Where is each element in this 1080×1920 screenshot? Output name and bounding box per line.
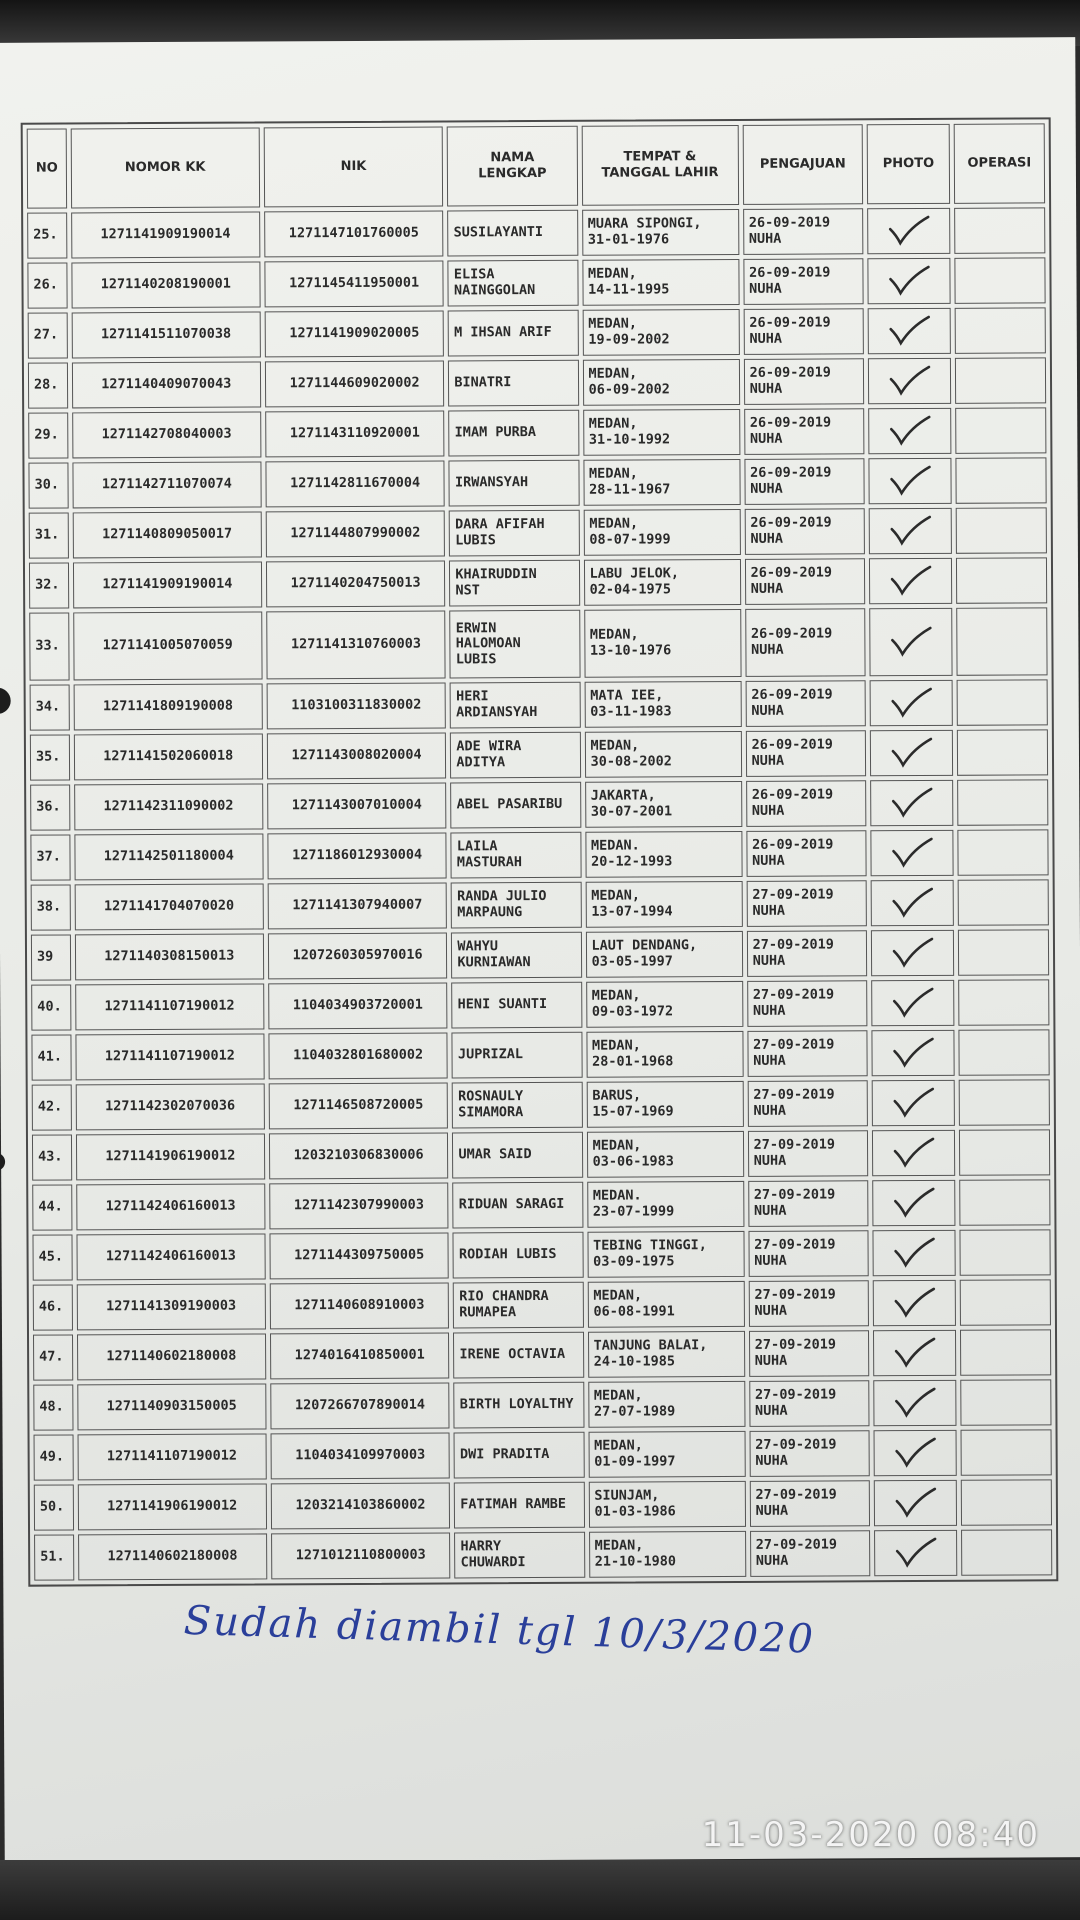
row-operasi [960, 1429, 1051, 1475]
row-operasi [961, 1529, 1052, 1575]
row-pengajuan: 26-09-2019 NUHA [744, 358, 865, 405]
row-ttl: MUARA SIPONGI, 31-01-1976 [582, 209, 739, 256]
table-row [28, 407, 1046, 458]
row-nomor-kk: 1271140308150013 [75, 933, 264, 980]
row-nomor-kk: 1271141107190012 [75, 1033, 264, 1080]
row-no: 41. [31, 1034, 71, 1080]
row-pengajuan: 27-09-2019 NUHA [749, 1380, 870, 1427]
row-ttl: MEDAN. 20-12-1993 [585, 831, 742, 878]
header-nomor-kk: NOMOR KK [70, 127, 259, 208]
table-row [33, 1379, 1051, 1430]
row-nik: 1271143008020004 [267, 732, 447, 779]
row-ttl: MEDAN, 30-08-2002 [584, 731, 741, 778]
row-no: 26. [27, 262, 67, 308]
row-no: 33. [29, 612, 69, 680]
row-photo-checkmark-icon [868, 358, 951, 404]
row-operasi [955, 357, 1046, 403]
row-photo-checkmark-icon [869, 608, 952, 676]
row-ttl: SIUNJAM, 01-03-1986 [588, 1481, 745, 1528]
row-ttl: MEDAN. 23-07-1999 [587, 1181, 744, 1228]
row-ttl: MEDAN, 08-07-1999 [583, 509, 740, 556]
row-nik: 1271144309750005 [269, 1232, 449, 1279]
header-photo: PHOTO [867, 124, 950, 204]
row-nama: ABEL PASARIBU [450, 782, 580, 829]
table-row [28, 457, 1046, 508]
row-no: 38. [31, 884, 71, 930]
row-no: 32. [29, 562, 69, 608]
row-operasi [958, 929, 1049, 975]
row-nomor-kk: 1271142708040003 [72, 411, 261, 458]
row-nik: 1271141307940007 [267, 882, 447, 929]
table-row [33, 1329, 1051, 1380]
row-operasi [958, 1029, 1049, 1075]
row-ttl: MEDAN, 28-11-1967 [583, 459, 740, 506]
row-no: 35. [30, 734, 70, 780]
row-photo-checkmark-icon [870, 780, 953, 826]
row-nomor-kk: 1271141909190014 [73, 561, 262, 608]
document-page [0, 37, 1080, 1863]
row-ttl: MEDAN, 28-01-1968 [586, 1031, 743, 1078]
row-nama: IRENE OCTAVIA [453, 1332, 583, 1379]
row-nik: 1274016410850001 [270, 1332, 450, 1379]
row-nama: RODIAH LUBIS [453, 1232, 583, 1279]
row-operasi [961, 1479, 1052, 1525]
row-photo-checkmark-icon [873, 1280, 956, 1326]
table-row [28, 307, 1046, 358]
table-row [30, 779, 1048, 830]
row-nama: JUPRIZAL [452, 1032, 582, 1079]
row-no: 31. [29, 512, 69, 558]
row-photo-checkmark-icon [871, 830, 954, 876]
row-no: 43. [32, 1134, 72, 1180]
row-pengajuan: 27-09-2019 NUHA [750, 1530, 871, 1577]
row-photo-checkmark-icon [872, 1030, 955, 1076]
row-nik: 1271144807990002 [265, 510, 445, 557]
row-nik: 1271141909020005 [264, 310, 444, 357]
row-ttl: MEDAN, 06-08-1991 [587, 1281, 744, 1328]
row-nama: FATIMAH RAMBE [454, 1482, 584, 1529]
row-pengajuan: 26-09-2019 NUHA [744, 458, 865, 505]
row-pengajuan: 26-09-2019 NUHA [745, 558, 866, 605]
row-photo-checkmark-icon [873, 1230, 956, 1276]
row-photo-checkmark-icon [872, 1080, 955, 1126]
row-operasi [959, 1179, 1050, 1225]
row-nik: 1271144609020002 [265, 360, 445, 407]
row-nomor-kk: 1271140903150005 [77, 1383, 266, 1430]
row-nik: 1103100311830002 [266, 682, 446, 729]
row-photo-checkmark-icon [871, 880, 954, 926]
row-nama: RANDA JULIO MARPAUNG [451, 882, 581, 929]
row-pengajuan: 27-09-2019 NUHA [748, 1180, 869, 1227]
row-nomor-kk: 1271141502060018 [74, 733, 263, 780]
row-pengajuan: 27-09-2019 NUHA [749, 1430, 870, 1477]
row-nomor-kk: 1271141107190012 [75, 983, 264, 1030]
row-no: 47. [33, 1334, 73, 1380]
row-nama: UMAR SAID [452, 1132, 582, 1179]
row-operasi [960, 1329, 1051, 1375]
row-nama: BINATRI [448, 360, 578, 407]
row-operasi [956, 507, 1047, 553]
header-no: NO [27, 128, 67, 208]
row-no: 46. [33, 1284, 73, 1330]
row-operasi [955, 407, 1046, 453]
row-no: 50. [34, 1484, 74, 1530]
row-nomor-kk: 1271141107190012 [77, 1433, 266, 1480]
row-pengajuan: 26-09-2019 NUHA [745, 680, 866, 727]
row-pengajuan: 26-09-2019 NUHA [746, 830, 867, 877]
row-no: 27. [28, 312, 68, 358]
row-pengajuan: 27-09-2019 NUHA [747, 1030, 868, 1077]
row-ttl: TEBING TINGGI, 03-09-1975 [587, 1231, 744, 1278]
table-row [30, 679, 1048, 730]
row-pengajuan: 26-09-2019 NUHA [744, 508, 865, 555]
table-row [29, 507, 1047, 558]
row-nama: HERI ARDIANSYAH [450, 682, 580, 729]
header-pengajuan: PENGAJUAN [742, 124, 863, 205]
row-photo-checkmark-icon [869, 458, 952, 504]
row-no: 51. [34, 1534, 74, 1580]
row-photo-checkmark-icon [868, 258, 951, 304]
row-nomor-kk: 1271140809050017 [72, 511, 261, 558]
table-body [27, 207, 1052, 1580]
row-photo-checkmark-icon [871, 930, 954, 976]
row-ttl: MEDAN, 06-09-2002 [582, 359, 739, 406]
row-pengajuan: 27-09-2019 NUHA [747, 1080, 868, 1127]
row-nama: IRWANSYAH [449, 460, 579, 507]
row-nik: 1203210306830006 [269, 1132, 449, 1179]
row-nomor-kk: 1271142406160013 [76, 1233, 265, 1280]
row-nama: M IHSAN ARIF [448, 310, 578, 357]
row-ttl: BARUS, 15-07-1969 [586, 1081, 743, 1128]
row-nama: HENI SUANTI [452, 982, 582, 1029]
table-row [28, 357, 1046, 408]
row-pengajuan: 27-09-2019 NUHA [746, 880, 867, 927]
row-ttl: MEDAN, 31-10-1992 [583, 409, 740, 456]
row-nik: 1271186012930004 [267, 832, 447, 879]
row-nomor-kk: 1271142302070036 [75, 1083, 264, 1130]
table-header-row [27, 123, 1045, 208]
row-photo-checkmark-icon [869, 558, 952, 604]
row-nama: ELISA NAINGGOLAN [448, 260, 578, 307]
punch-hole [0, 688, 11, 714]
row-nomor-kk: 1271141906190012 [78, 1483, 267, 1530]
row-ttl: TANJUNG BALAI, 24-10-1985 [588, 1331, 745, 1378]
table-row [32, 1129, 1050, 1180]
table-row [34, 1429, 1052, 1480]
row-nik: 1271145411950001 [264, 260, 444, 307]
header-nama-lengkap: NAMA LENGKAP [447, 126, 578, 207]
row-nik: 1271141310760003 [266, 610, 446, 679]
table-row [34, 1479, 1052, 1530]
row-no: 48. [33, 1384, 73, 1430]
row-no: 25. [27, 212, 67, 258]
row-no: 36. [30, 784, 70, 830]
row-photo-checkmark-icon [868, 408, 951, 454]
row-nik: 1271140204750013 [266, 560, 446, 607]
row-nomor-kk: 1271140409070043 [72, 361, 261, 408]
row-photo-checkmark-icon [868, 308, 951, 354]
row-pengajuan: 27-09-2019 NUHA [749, 1330, 870, 1377]
row-pengajuan: 26-09-2019 NUHA [743, 208, 864, 255]
data-table [21, 117, 1059, 1586]
row-operasi [954, 257, 1045, 303]
table-row [32, 1079, 1050, 1130]
row-nama: RIDUAN SARAGI [453, 1182, 583, 1229]
row-nomor-kk: 1271141906190012 [76, 1133, 265, 1180]
table-row [33, 1279, 1051, 1330]
row-nik: 1203214103860002 [271, 1482, 451, 1529]
row-no: 29. [28, 412, 68, 458]
table-row [29, 557, 1047, 608]
row-nomor-kk: 1271140208190001 [71, 261, 260, 308]
row-operasi [957, 779, 1048, 825]
row-photo-checkmark-icon [870, 730, 953, 776]
table-row [32, 1179, 1050, 1230]
row-nama: IMAM PURBA [449, 410, 579, 457]
row-pengajuan: 26-09-2019 NUHA [745, 730, 866, 777]
row-pengajuan: 27-09-2019 NUHA [748, 1280, 869, 1327]
row-nik: 1271146508720005 [268, 1082, 448, 1129]
row-no: 28. [28, 362, 68, 408]
row-ttl: LABU JELOK, 02-04-1975 [583, 559, 740, 606]
row-no: 40. [31, 984, 71, 1030]
row-nik: 1104034903720001 [268, 982, 448, 1029]
row-nik: 1271142307990003 [269, 1182, 449, 1229]
row-operasi [960, 1379, 1051, 1425]
row-ttl: MEDAN, 27-07-1989 [588, 1381, 745, 1428]
row-nik: 1271147101760005 [264, 210, 444, 257]
row-pengajuan: 27-09-2019 NUHA [747, 930, 868, 977]
row-nik: 1207266707890014 [270, 1382, 450, 1429]
row-no: 49. [34, 1434, 74, 1480]
row-ttl: MEDAN, 01-09-1997 [588, 1431, 745, 1478]
row-nomor-kk: 1271141909190014 [71, 211, 260, 258]
row-nik: 1104032801680002 [268, 1032, 448, 1079]
row-operasi [959, 1129, 1050, 1175]
row-nomor-kk: 1271141005070059 [73, 611, 262, 680]
row-pengajuan: 26-09-2019 NUHA [743, 308, 864, 355]
row-ttl: MEDAN, 13-10-1976 [584, 609, 741, 678]
row-ttl: JAKARTA, 30-07-2001 [585, 781, 742, 828]
row-nama: KHAIRUDDIN NST [449, 560, 579, 607]
table-row [30, 729, 1048, 780]
row-nik: 1271012110800003 [271, 1532, 451, 1579]
row-nama: LAILA MASTURAH [451, 832, 581, 879]
table-row [31, 929, 1049, 980]
row-no: 42. [32, 1084, 72, 1130]
row-nomor-kk: 1271141809190008 [73, 683, 262, 730]
row-ttl: MEDAN, 09-03-1972 [586, 981, 743, 1028]
table-row [31, 979, 1049, 1030]
row-operasi [957, 729, 1048, 775]
row-operasi [960, 1279, 1051, 1325]
row-photo-checkmark-icon [874, 1530, 957, 1576]
row-pengajuan: 27-09-2019 NUHA [749, 1480, 870, 1527]
row-operasi [959, 1229, 1050, 1275]
row-nik: 1207260305970016 [268, 932, 448, 979]
header-tempat-tanggal-lahir: TEMPAT & TANGGAL LAHIR [581, 125, 739, 206]
row-nik: 1271143110920001 [265, 410, 445, 457]
handwritten-note-text: Sudah diambil tgl 10/3/2020 [183, 1597, 816, 1663]
row-operasi [956, 607, 1047, 675]
row-operasi [954, 207, 1045, 253]
row-no: 45. [32, 1234, 72, 1280]
row-operasi [958, 979, 1049, 1025]
handwritten-note [183, 1598, 1003, 1672]
table-row [29, 607, 1047, 680]
row-nomor-kk: 1271142711070074 [72, 461, 261, 508]
row-ttl: MEDAN, 14-11-1995 [582, 259, 739, 306]
table-row [30, 829, 1048, 880]
photo-timestamp: 11-03-2020 08:40 [701, 1815, 1040, 1855]
table-row [27, 257, 1045, 308]
row-nomor-kk: 1271140602180008 [77, 1333, 266, 1380]
row-ttl: MEDAN, 13-07-1994 [585, 881, 742, 928]
row-photo-checkmark-icon [871, 980, 954, 1026]
table-row [31, 879, 1049, 930]
row-photo-checkmark-icon [867, 208, 950, 254]
row-operasi [957, 679, 1048, 725]
row-photo-checkmark-icon [874, 1430, 957, 1476]
row-nama: HARRY CHUWARDI [454, 1532, 584, 1579]
row-nomor-kk: 1271142311090002 [74, 783, 263, 830]
row-operasi [956, 557, 1047, 603]
header-nik: NIK [263, 126, 443, 207]
row-ttl: MEDAN, 19-09-2002 [582, 309, 739, 356]
row-pengajuan: 26-09-2019 NUHA [746, 780, 867, 827]
row-no: 30. [28, 462, 68, 508]
row-no: 34. [30, 684, 70, 730]
row-nama: DWI PRADITA [454, 1432, 584, 1479]
photo-bottom-background [0, 1860, 1080, 1920]
row-pengajuan: 26-09-2019 NUHA [745, 608, 866, 677]
row-nik: 1271140608910003 [270, 1282, 450, 1329]
row-ttl: MEDAN, 03-06-1983 [586, 1131, 743, 1178]
row-photo-checkmark-icon [873, 1380, 956, 1426]
row-photo-checkmark-icon [874, 1480, 957, 1526]
row-ttl: MEDAN, 21-10-1980 [589, 1531, 746, 1578]
row-operasi [955, 457, 1046, 503]
row-photo-checkmark-icon [872, 1180, 955, 1226]
row-photo-checkmark-icon [869, 508, 952, 554]
table-row [32, 1229, 1050, 1280]
row-nomor-kk: 1271142501180004 [74, 833, 263, 880]
row-ttl: LAUT DENDANG, 03-05-1997 [585, 931, 742, 978]
row-nama: RIO CHANDRA RUMAPEA [453, 1282, 583, 1329]
row-photo-checkmark-icon [870, 680, 953, 726]
row-no: 39 [31, 934, 71, 980]
row-nama: SUSILAYANTI [448, 210, 578, 257]
table-row [31, 1029, 1049, 1080]
row-ttl: MATA IEE, 03-11-1983 [584, 681, 741, 728]
row-no: 44. [32, 1184, 72, 1230]
row-no: 37. [30, 834, 70, 880]
table-row [34, 1529, 1052, 1580]
row-pengajuan: 27-09-2019 NUHA [747, 980, 868, 1027]
row-nik: 1271142811670004 [265, 460, 445, 507]
row-nama: ROSNAULY SIMAMORA [452, 1082, 582, 1129]
row-nama: ERWIN HALOMOAN LUBIS [450, 610, 581, 679]
row-operasi [959, 1079, 1050, 1125]
row-nama: DARA AFIFAH LUBIS [449, 510, 579, 557]
row-nomor-kk: 1271141511070038 [71, 311, 260, 358]
row-nomor-kk: 1271141309190003 [77, 1283, 266, 1330]
row-photo-checkmark-icon [872, 1130, 955, 1176]
row-photo-checkmark-icon [873, 1330, 956, 1376]
header-operasi: OPERASI [954, 123, 1045, 203]
row-nama: ADE WIRA ADITYA [450, 732, 580, 779]
row-pengajuan: 27-09-2019 NUHA [748, 1230, 869, 1277]
row-nama: BIRTH LOYALTHY [454, 1382, 584, 1429]
table-row [27, 207, 1045, 258]
row-pengajuan: 26-09-2019 NUHA [743, 258, 864, 305]
row-nomor-kk: 1271141704070020 [74, 883, 263, 930]
punch-hole [0, 1153, 5, 1171]
row-nik: 1104034109970003 [270, 1432, 450, 1479]
row-operasi [958, 879, 1049, 925]
row-pengajuan: 27-09-2019 NUHA [748, 1130, 869, 1177]
row-pengajuan: 26-09-2019 NUHA [744, 408, 865, 455]
row-nik: 1271143007010004 [267, 782, 447, 829]
row-operasi [957, 829, 1048, 875]
row-nomor-kk: 1271142406160013 [76, 1183, 265, 1230]
row-nama: WAHYU KURNIAWAN [451, 932, 581, 979]
row-nomor-kk: 1271140602180008 [78, 1533, 267, 1580]
row-operasi [955, 307, 1046, 353]
